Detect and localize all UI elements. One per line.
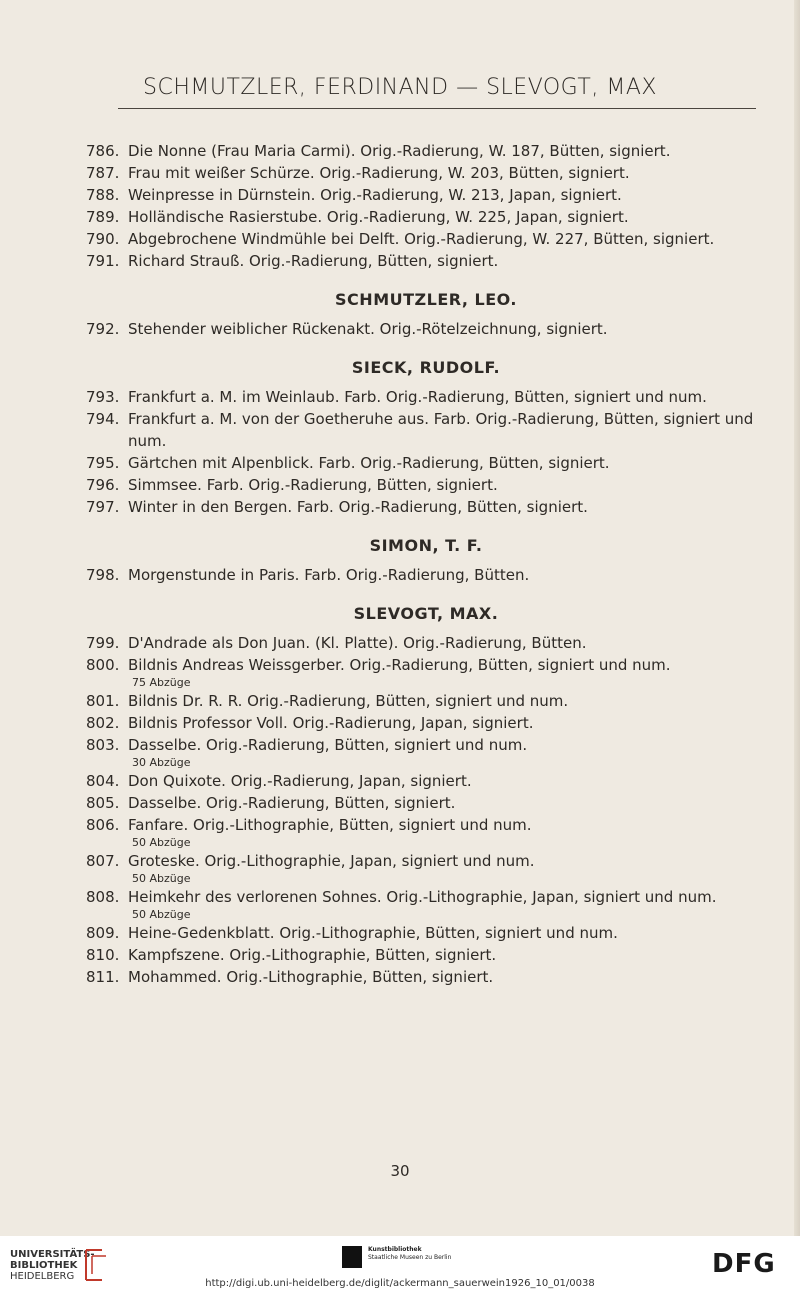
catalog-entry xyxy=(86,850,758,886)
entry-number: 786. xyxy=(86,142,120,160)
catalog-entry xyxy=(86,496,758,518)
entry-text: Holländische Rasierstube. Orig.-Radierung, W. 225, Japan, signiert. xyxy=(128,208,629,226)
section-heading-slevogt-max: SLEVOGT, MAX. xyxy=(353,604,499,623)
entry-number: 800. xyxy=(86,656,120,674)
entry-edition-note: 75 Abzüge xyxy=(132,676,191,689)
uni-line-1: UNIVERSITÄTS- xyxy=(10,1249,95,1260)
entry-text: Mohammed. Orig.-Lithographie, Bütten, signiert. xyxy=(128,968,494,986)
catalog-entry xyxy=(86,814,758,850)
entry-text: Frankfurt a. M. von der Goetheruhe aus. Farb. Orig.-Radierung, Bütten, signiert und num. xyxy=(128,410,754,450)
entry-number: 787. xyxy=(86,164,120,182)
entry-text: Simmsee. Farb. Orig.-Radierung, Bütten, signiert. xyxy=(128,476,498,494)
entry-number: 792. xyxy=(86,320,120,338)
entry-text: Groteske. Orig.-Lithographie, Japan, signiert und num. xyxy=(128,852,535,870)
entry-number: 801. xyxy=(86,692,120,710)
entry-number: 795. xyxy=(86,454,120,472)
catalog-entry xyxy=(86,250,758,272)
catalog-entry xyxy=(86,734,758,770)
entry-text: Kampfszene. Orig.-Lithographie, Bütten, signiert. xyxy=(128,946,497,964)
entry-text: Bildnis Professor Voll. Orig.-Radierung, Japan, signiert. xyxy=(128,714,534,732)
entry-number: 797. xyxy=(86,498,120,516)
entry-number: 793. xyxy=(86,388,120,406)
catalog-entry xyxy=(86,886,758,922)
catalog-content xyxy=(86,140,758,988)
entry-number: 804. xyxy=(86,772,120,790)
entry-text: Don Quixote. Orig.-Radierung, Japan, signiert. xyxy=(128,772,472,790)
entry-edition-note: 50 Abzüge xyxy=(132,836,191,849)
entry-text: Dasselbe. Orig.-Radierung, Bütten, signiert und num. xyxy=(128,736,528,754)
catalog-entry xyxy=(86,770,758,792)
section-heading-simon: SIMON, T. F. xyxy=(369,536,483,555)
entry-text: D'Andrade als Don Juan. (Kl. Platte). Orig.-Radierung, Bütten. xyxy=(128,634,587,652)
entry-number: 811. xyxy=(86,968,120,986)
entry-text: Fanfare. Orig.-Lithographie, Bütten, signiert und num. xyxy=(128,816,532,834)
catalog-entry xyxy=(86,408,758,452)
footer-bar xyxy=(0,1236,800,1293)
entry-number: 790. xyxy=(86,230,120,248)
kb-title: Kunstbibliothek xyxy=(368,1246,422,1253)
catalog-entry xyxy=(86,966,758,988)
entry-number: 794. xyxy=(86,410,120,428)
entry-number: 805. xyxy=(86,794,120,812)
entry-text: Stehender weiblicher Rückenakt. Orig.-Rötelzeichnung, signiert. xyxy=(128,320,608,338)
catalog-entry xyxy=(86,922,758,944)
entry-text: Die Nonne (Frau Maria Carmi). Orig.-Radierung, W. 187, Bütten, signiert. xyxy=(128,142,671,160)
entry-edition-note: 50 Abzüge xyxy=(132,908,191,921)
entry-number: 803. xyxy=(86,736,120,754)
catalog-entry xyxy=(86,564,758,586)
running-header: SCHMUTZLER, FERDINAND — SLEVOGT, MAX xyxy=(143,75,657,100)
catalog-entry xyxy=(86,944,758,966)
entry-number: 807. xyxy=(86,852,120,870)
entry-number: 796. xyxy=(86,476,120,494)
entry-list-slevogt-max xyxy=(86,632,758,988)
entry-list-schmutzler-leo xyxy=(86,318,758,340)
entry-text: Frau mit weißer Schürze. Orig.-Radierung, W. 203, Bütten, signiert. xyxy=(128,164,630,182)
catalog-entry xyxy=(86,184,758,206)
entry-text: Bildnis Andreas Weissgerber. Orig.-Radierung, Bütten, signiert und num. xyxy=(128,656,671,674)
university-logo-icon xyxy=(80,1248,110,1282)
entry-number: 810. xyxy=(86,946,120,964)
entry-text: Gärtchen mit Alpenblick. Farb. Orig.-Radierung, Bütten, signiert. xyxy=(128,454,610,472)
entry-list-sieck-rudolf xyxy=(86,386,758,518)
catalog-entry xyxy=(86,690,758,712)
entry-number: 789. xyxy=(86,208,120,226)
entry-text: Heine-Gedenkblatt. Orig.-Lithographie, Bütten, signiert und num. xyxy=(128,924,618,942)
entry-text: Frankfurt a. M. im Weinlaub. Farb. Orig.-Radierung, Bütten, signiert und num. xyxy=(128,388,707,406)
catalog-entry xyxy=(86,474,758,496)
source-url[interactable]: http://digi.ub.uni-heidelberg.de/diglit/ackermann_sauerwein1926_10_01/0038 xyxy=(205,1278,595,1289)
entry-edition-note: 50 Abzüge xyxy=(132,872,191,885)
section-heading-schmutzler-leo: SCHMUTZLER, LEO. xyxy=(335,290,517,309)
catalog-entry xyxy=(86,452,758,474)
catalog-entry xyxy=(86,654,758,690)
entry-number: 791. xyxy=(86,252,120,270)
kb-subtitle: Staatliche Museen zu Berlin xyxy=(368,1254,452,1261)
entry-list-simon xyxy=(86,564,758,586)
catalog-entry xyxy=(86,792,758,814)
entry-text: Morgenstunde in Paris. Farb. Orig.-Radierung, Bütten. xyxy=(128,566,530,584)
catalog-entry xyxy=(86,386,758,408)
catalog-entry xyxy=(86,228,758,250)
entry-number: 808. xyxy=(86,888,120,906)
entry-number: 802. xyxy=(86,714,120,732)
uni-line-3: HEIDELBERG xyxy=(10,1271,75,1282)
entry-number: 798. xyxy=(86,566,120,584)
catalog-entry xyxy=(86,632,758,654)
entry-text: Bildnis Dr. R. R. Orig.-Radierung, Bütten, signiert und num. xyxy=(128,692,569,710)
catalog-entry xyxy=(86,162,758,184)
entry-list-schmutzler-ferdinand xyxy=(86,140,758,272)
dfg-logo: DFG xyxy=(712,1249,776,1279)
catalog-entry xyxy=(86,318,758,340)
entry-text: Heimkehr des verlorenen Sohnes. Orig.-Lithographie, Japan, signiert und num. xyxy=(128,888,717,906)
entry-number: 799. xyxy=(86,634,120,652)
kunstbibliothek-icon xyxy=(342,1246,362,1268)
entry-edition-note: 30 Abzüge xyxy=(132,756,191,769)
entry-number: 806. xyxy=(86,816,120,834)
entry-number: 809. xyxy=(86,924,120,942)
page-number: 30 xyxy=(390,1162,410,1180)
kunstbibliothek-logo xyxy=(342,1246,451,1268)
catalog-entry xyxy=(86,206,758,228)
section-heading-sieck-rudolf: SIECK, RUDOLF. xyxy=(351,358,501,377)
header-rule xyxy=(118,108,756,109)
entry-text: Weinpresse in Dürnstein. Orig.-Radierung, W. 213, Japan, signiert. xyxy=(128,186,622,204)
entry-text: Dasselbe. Orig.-Radierung, Bütten, signiert. xyxy=(128,794,456,812)
entry-number: 788. xyxy=(86,186,120,204)
catalog-entry xyxy=(86,140,758,162)
uni-line-2: BIBLIOTHEK xyxy=(10,1260,78,1271)
entry-text: Abgebrochene Windmühle bei Delft. Orig.-Radierung, W. 227, Bütten, signiert. xyxy=(128,230,715,248)
entry-text: Richard Strauß. Orig.-Radierung, Bütten, signiert. xyxy=(128,252,499,270)
entry-text: Winter in den Bergen. Farb. Orig.-Radierung, Bütten, signiert. xyxy=(128,498,588,516)
catalog-entry xyxy=(86,712,758,734)
